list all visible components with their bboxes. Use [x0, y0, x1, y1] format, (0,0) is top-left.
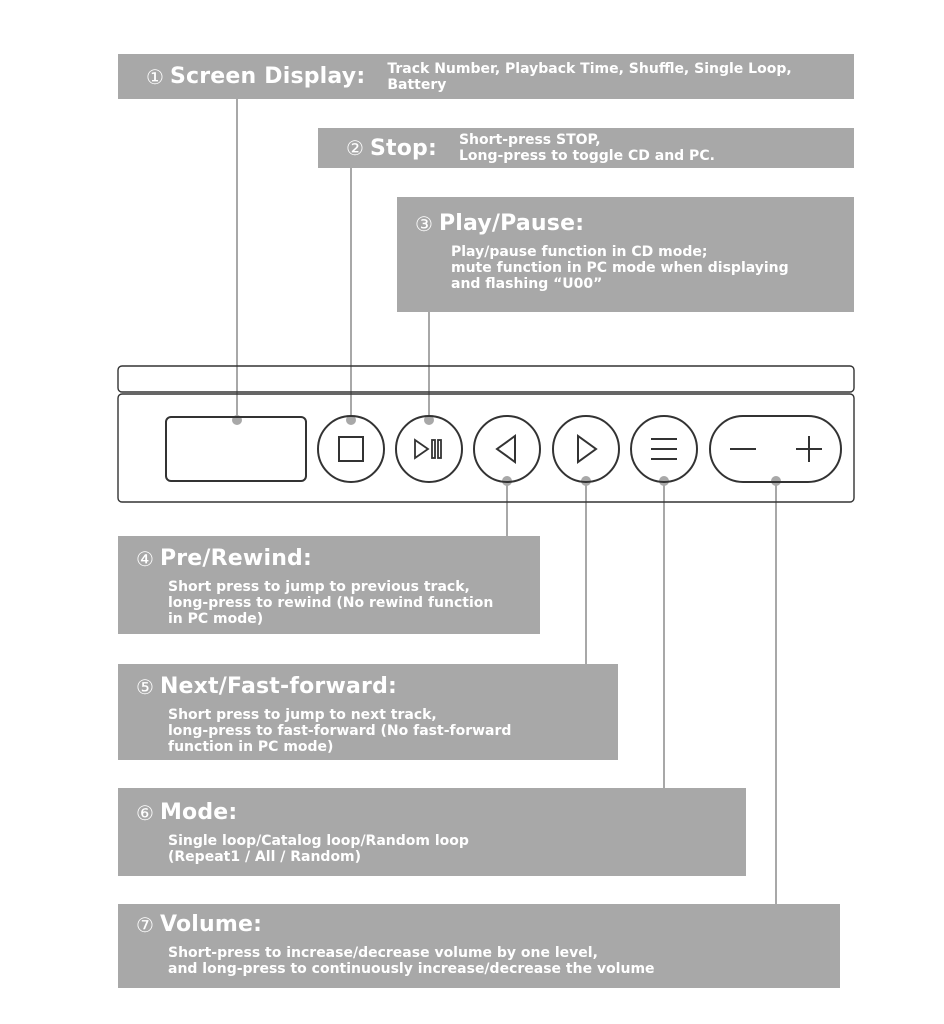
mode-icon	[651, 439, 677, 459]
callout-description: Single loop/Catalog loop/Random loop (Repeat1 / All / Random)	[168, 833, 469, 865]
callout-number: ③	[415, 211, 433, 236]
next-icon	[578, 436, 596, 462]
callout-volume	[118, 904, 840, 988]
device-top-edge	[118, 366, 854, 392]
callout-title: Screen Display:	[169, 64, 366, 89]
callout-description: Short-press STOP, Long-press to toggle CD and PC.	[458, 132, 715, 164]
volume-plus-icon	[796, 436, 822, 462]
callout-next-fast-forward	[118, 664, 618, 760]
callout-number: ②	[346, 136, 364, 160]
callout-title: Play/Pause:	[438, 211, 585, 236]
callout-title: Pre/Rewind:	[159, 546, 313, 571]
callout-mode	[118, 788, 746, 876]
callout-title: Next/Fast-forward:	[159, 674, 398, 699]
callout-description: Short press to jump to next track, long-press to fast-forward (No fast-forward function in PC mode)	[168, 707, 512, 755]
previous-icon	[497, 436, 515, 462]
callout-screen-display	[118, 54, 854, 99]
callout-number: ⑦	[136, 912, 154, 937]
callout-description: Track Number, Playback Time, Shuffle, Single Loop, Battery	[387, 60, 792, 93]
previous-button	[474, 416, 540, 482]
screen-icon	[166, 417, 306, 481]
callout-description: Play/pause function in CD mode; mute function in PC mode when displaying and flashing “U00”	[451, 244, 789, 292]
callout-description: Short press to jump to previous track, long-press to rewind (No rewind function in PC mode)	[168, 579, 494, 627]
next-button	[553, 416, 619, 482]
callout-title: Mode:	[159, 800, 238, 825]
callout-play-pause	[397, 197, 854, 312]
callout-number: ①	[146, 64, 164, 89]
stop-icon	[339, 437, 363, 461]
callout-number: ⑥	[136, 800, 154, 825]
callout-stop	[318, 128, 854, 168]
play-pause-icon	[415, 440, 441, 458]
callout-title: Volume:	[159, 912, 263, 937]
callout-description: Short-press to increase/decrease volume by one level, and long-press to continuously increase/decrease the volume	[168, 945, 655, 977]
callout-pre-rewind	[118, 536, 540, 634]
stop-button	[318, 416, 384, 482]
callout-title: Stop:	[369, 135, 437, 161]
callout-number: ④	[136, 546, 154, 571]
callout-number: ⑤	[136, 674, 154, 699]
